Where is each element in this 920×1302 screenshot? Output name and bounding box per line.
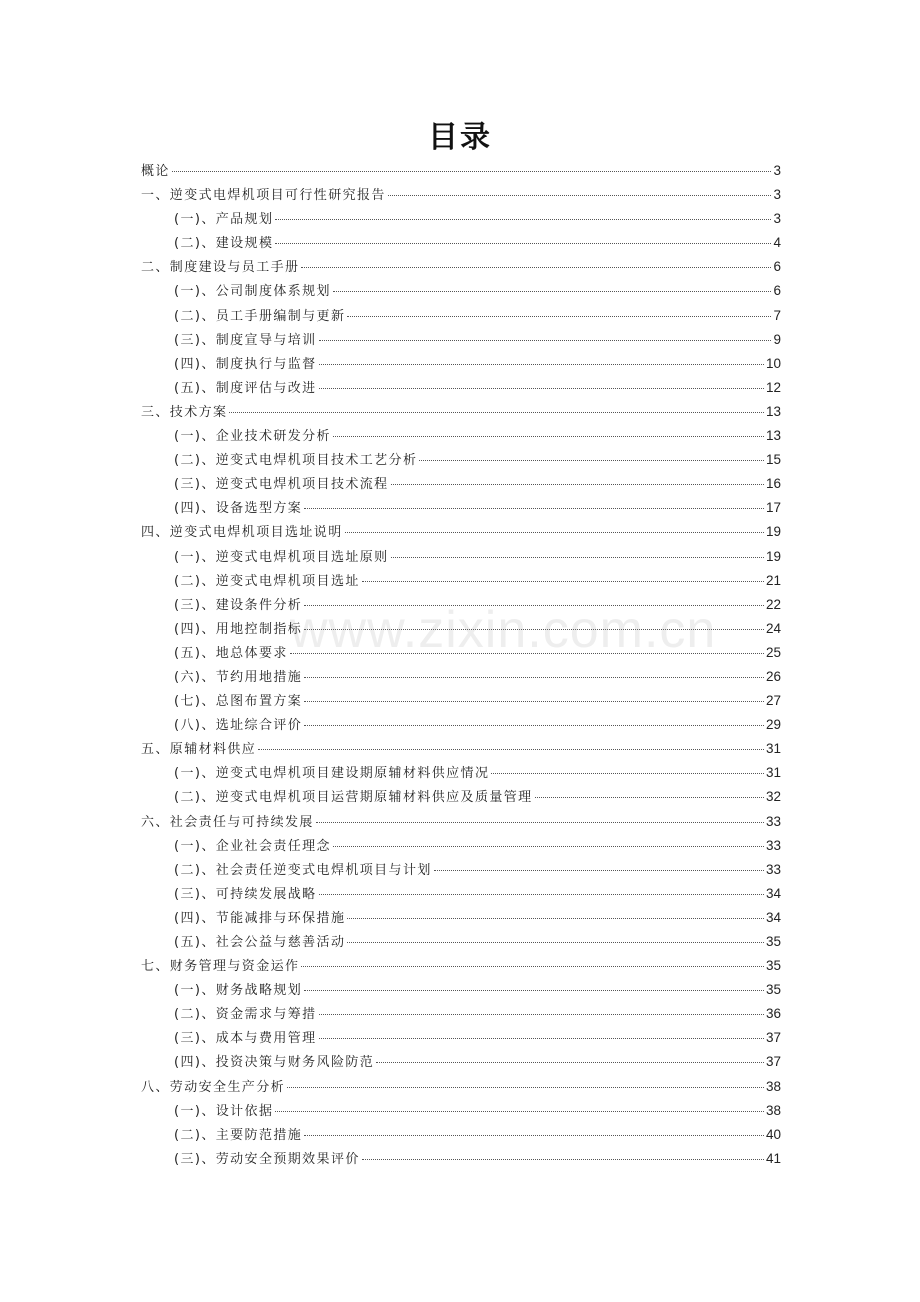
toc-section-entry[interactable] bbox=[141, 979, 781, 1003]
toc-entry-label: (八)、选址综合评价 bbox=[174, 718, 303, 734]
toc-entry-page-number: 3 bbox=[773, 163, 781, 178]
toc-entry-page-number: 3 bbox=[773, 211, 781, 227]
toc-chapter-entry[interactable] bbox=[141, 1076, 781, 1100]
toc-entry-page-number: 36 bbox=[765, 1006, 781, 1022]
toc-entry-label: 七、财务管理与资金运作 bbox=[141, 959, 300, 975]
toc-entry-label: 三、技术方案 bbox=[141, 404, 228, 420]
toc-entry-label: (六)、节约用地措施 bbox=[174, 669, 303, 685]
toc-chapter-entry[interactable] bbox=[141, 184, 781, 208]
toc-chapter-entry[interactable] bbox=[141, 738, 781, 762]
toc-entry-label: (一)、企业技术研发分析 bbox=[174, 429, 331, 445]
toc-section-entry[interactable] bbox=[141, 449, 781, 473]
toc-entry-page-number: 3 bbox=[773, 187, 781, 203]
toc-section-entry[interactable] bbox=[141, 425, 781, 449]
toc-section-entry[interactable] bbox=[141, 473, 781, 497]
toc-entry-label: (一)、公司制度体系规划 bbox=[174, 284, 331, 300]
toc-entry-page-number: 4 bbox=[773, 235, 781, 251]
dot-leader bbox=[275, 1111, 764, 1112]
toc-entry-label: (二)、社会责任逆变式电焊机项目与计划 bbox=[174, 862, 432, 878]
dot-leader bbox=[275, 243, 771, 244]
toc-entry-page-number: 15 bbox=[765, 452, 781, 468]
toc-entry-page-number: 6 bbox=[773, 283, 781, 299]
toc-entry-label: (三)、制度宣导与培训 bbox=[174, 332, 317, 348]
toc-entry-page-number: 22 bbox=[765, 596, 781, 612]
toc-chapter-entry[interactable] bbox=[141, 811, 781, 835]
dot-leader bbox=[347, 942, 764, 943]
toc-entry-page-number: 38 bbox=[765, 1078, 781, 1094]
dot-leader bbox=[434, 870, 764, 871]
toc-entry-label: (四)、制度执行与监督 bbox=[174, 356, 317, 372]
dot-leader bbox=[319, 1014, 764, 1015]
toc-section-entry[interactable] bbox=[141, 618, 781, 642]
toc-entry-page-number: 34 bbox=[765, 885, 781, 901]
toc-section-entry[interactable] bbox=[141, 329, 781, 353]
dot-leader bbox=[304, 629, 764, 630]
dot-leader bbox=[333, 291, 772, 292]
toc-entry-label: (四)、节能减排与环保措施 bbox=[174, 910, 346, 926]
toc-entry-label: (七)、总图布置方案 bbox=[174, 694, 303, 710]
toc-section-entry[interactable] bbox=[141, 931, 781, 955]
toc-entry-page-number: 31 bbox=[765, 765, 781, 781]
dot-leader bbox=[333, 846, 764, 847]
dot-leader bbox=[290, 653, 764, 654]
toc-section-entry[interactable] bbox=[141, 594, 781, 618]
toc-section-entry[interactable] bbox=[141, 859, 781, 883]
toc-section-entry[interactable] bbox=[141, 570, 781, 594]
toc-entry-label: (三)、劳动安全预期效果评价 bbox=[174, 1151, 360, 1167]
toc-entry-page-number: 37 bbox=[765, 1030, 781, 1046]
toc-entry-label: (一)、逆变式电焊机项目建设期原辅材料供应情况 bbox=[174, 766, 490, 782]
toc-section-entry[interactable] bbox=[141, 208, 781, 232]
toc-entry-label: 六、社会责任与可持续发展 bbox=[141, 814, 314, 830]
dot-leader bbox=[301, 966, 764, 967]
dot-leader bbox=[287, 1087, 764, 1088]
toc-entry-label: 二、制度建设与员工手册 bbox=[141, 260, 300, 276]
dot-leader bbox=[304, 701, 764, 702]
toc-entry-page-number: 13 bbox=[765, 428, 781, 444]
toc-section-entry[interactable] bbox=[141, 1124, 781, 1148]
toc-entry-page-number: 41 bbox=[765, 1150, 781, 1166]
toc-section-entry[interactable] bbox=[141, 883, 781, 907]
dot-leader bbox=[391, 557, 764, 558]
toc-section-entry[interactable] bbox=[141, 497, 781, 521]
dot-leader bbox=[319, 340, 772, 341]
dot-leader bbox=[333, 436, 764, 437]
toc-entry-page-number: 32 bbox=[765, 789, 781, 805]
toc-entry-label: (三)、可持续发展战略 bbox=[174, 886, 317, 902]
toc-entry-page-number: 38 bbox=[765, 1102, 781, 1118]
toc-entry-page-number: 27 bbox=[765, 693, 781, 709]
toc-entry-page-number: 26 bbox=[765, 668, 781, 684]
toc-section-entry[interactable] bbox=[141, 666, 781, 690]
table-of-contents bbox=[141, 160, 781, 1172]
toc-entry-page-number: 17 bbox=[765, 500, 781, 516]
toc-section-entry[interactable] bbox=[141, 280, 781, 304]
toc-entry-page-number: 40 bbox=[765, 1126, 781, 1142]
toc-entry-label: (三)、逆变式电焊机项目技术流程 bbox=[174, 477, 389, 493]
toc-entry-page-number: 13 bbox=[765, 403, 781, 419]
dot-leader bbox=[362, 1159, 764, 1160]
toc-section-entry[interactable] bbox=[141, 1148, 781, 1172]
dot-leader bbox=[258, 749, 764, 750]
dot-leader bbox=[304, 725, 764, 726]
dot-leader bbox=[304, 677, 764, 678]
dot-leader bbox=[275, 219, 771, 220]
toc-entry-page-number: 37 bbox=[765, 1054, 781, 1070]
toc-entry-label: (二)、员工手册编制与更新 bbox=[174, 308, 346, 324]
toc-entry-page-number: 21 bbox=[765, 572, 781, 588]
toc-section-entry[interactable] bbox=[141, 907, 781, 931]
toc-chapter-entry[interactable] bbox=[141, 955, 781, 979]
dot-leader bbox=[316, 822, 764, 823]
dot-leader bbox=[304, 508, 764, 509]
toc-section-entry[interactable] bbox=[141, 642, 781, 666]
toc-entry-page-number: 24 bbox=[765, 620, 781, 636]
dot-leader bbox=[347, 918, 764, 919]
toc-entry-label: (二)、逆变式电焊机项目选址 bbox=[174, 573, 360, 589]
toc-entry-page-number: 25 bbox=[765, 644, 781, 660]
toc-entry-page-number: 6 bbox=[773, 259, 781, 275]
toc-entry-label: (三)、成本与费用管理 bbox=[174, 1031, 317, 1047]
toc-entry-label: (一)、企业社会责任理念 bbox=[174, 838, 331, 854]
toc-entry-page-number: 19 bbox=[765, 548, 781, 564]
dot-leader bbox=[172, 171, 772, 172]
toc-entry-label: (一)、设计依据 bbox=[174, 1103, 274, 1119]
toc-section-entry[interactable] bbox=[141, 714, 781, 738]
page-title: 目录 bbox=[428, 120, 492, 155]
dot-leader bbox=[304, 605, 764, 606]
toc-section-entry[interactable] bbox=[141, 1027, 781, 1051]
dot-leader bbox=[345, 532, 764, 533]
toc-entry-page-number: 35 bbox=[765, 934, 781, 949]
toc-entry-label: (五)、地总体要求 bbox=[174, 645, 288, 661]
toc-section-entry[interactable] bbox=[141, 786, 781, 810]
toc-section-entry[interactable] bbox=[141, 762, 781, 786]
toc-entry-page-number: 34 bbox=[765, 909, 781, 925]
toc-section-entry[interactable] bbox=[141, 1100, 781, 1124]
dot-leader bbox=[319, 388, 764, 389]
toc-entry-label: (二)、逆变式电焊机项目运营期原辅材料供应及质量管理 bbox=[174, 790, 533, 806]
toc-section-entry[interactable] bbox=[141, 1051, 781, 1075]
dot-leader bbox=[347, 316, 771, 317]
dot-leader bbox=[304, 1135, 764, 1136]
toc-entry-page-number: 16 bbox=[765, 476, 781, 492]
toc-entry-label: 一、逆变式电焊机项目可行性研究报告 bbox=[141, 188, 386, 204]
dot-leader bbox=[319, 894, 764, 895]
dot-leader bbox=[391, 484, 764, 485]
toc-entry-label: (二)、资金需求与筹措 bbox=[174, 1007, 317, 1023]
toc-chapter-entry[interactable] bbox=[141, 160, 781, 184]
toc-entry-label: 概论 bbox=[141, 164, 170, 179]
toc-section-entry[interactable] bbox=[141, 1003, 781, 1027]
toc-entry-label: (四)、设备选型方案 bbox=[174, 501, 303, 517]
toc-entry-label: (二)、主要防范措施 bbox=[174, 1127, 303, 1143]
dot-leader bbox=[319, 1038, 764, 1039]
toc-entry-label: (一)、财务战略规划 bbox=[174, 983, 303, 999]
toc-entry-label: (五)、社会公益与慈善活动 bbox=[174, 935, 346, 950]
toc-chapter-entry[interactable] bbox=[141, 401, 781, 425]
dot-leader bbox=[535, 797, 764, 798]
toc-section-entry[interactable] bbox=[141, 546, 781, 570]
toc-section-entry[interactable] bbox=[141, 835, 781, 859]
watermark: www.zixin.com.cn bbox=[290, 601, 717, 659]
toc-entry-label: 八、劳动安全生产分析 bbox=[141, 1079, 286, 1095]
toc-entry-label: (五)、制度评估与改进 bbox=[174, 380, 317, 396]
dot-leader bbox=[376, 1062, 764, 1063]
toc-chapter-entry[interactable] bbox=[141, 256, 781, 280]
toc-section-entry[interactable] bbox=[141, 377, 781, 401]
toc-entry-label: (四)、用地控制指标 bbox=[174, 621, 303, 637]
toc-entry-page-number: 9 bbox=[773, 331, 781, 347]
toc-entry-page-number: 33 bbox=[765, 861, 781, 877]
dot-leader bbox=[229, 412, 764, 413]
toc-entry-page-number: 35 bbox=[765, 982, 781, 998]
toc-entry-page-number: 10 bbox=[765, 355, 781, 371]
toc-section-entry[interactable] bbox=[141, 690, 781, 714]
dot-leader bbox=[362, 581, 764, 582]
toc-entry-label: (三)、建设条件分析 bbox=[174, 597, 303, 613]
toc-entry-label: (一)、逆变式电焊机项目选址原则 bbox=[174, 549, 389, 565]
toc-chapter-entry[interactable] bbox=[141, 521, 781, 545]
dot-leader bbox=[419, 460, 764, 461]
toc-entry-label: 四、逆变式电焊机项目选址说明 bbox=[141, 525, 343, 541]
toc-entry-label: 五、原辅材料供应 bbox=[141, 742, 257, 758]
dot-leader bbox=[388, 195, 772, 196]
toc-entry-page-number: 19 bbox=[765, 524, 781, 540]
dot-leader bbox=[304, 990, 764, 991]
toc-section-entry[interactable] bbox=[141, 232, 781, 256]
dot-leader bbox=[491, 773, 764, 774]
dot-leader bbox=[319, 364, 764, 365]
toc-entry-page-number: 31 bbox=[765, 741, 781, 757]
toc-entry-label: (四)、投资决策与财务风险防范 bbox=[174, 1055, 375, 1071]
toc-entry-label: (二)、建设规模 bbox=[174, 236, 274, 252]
dot-leader bbox=[301, 267, 771, 268]
toc-entry-page-number: 33 bbox=[765, 813, 781, 829]
toc-section-entry[interactable] bbox=[141, 353, 781, 377]
toc-entry-label: (二)、逆变式电焊机项目技术工艺分析 bbox=[174, 453, 418, 469]
toc-entry-page-number: 7 bbox=[773, 307, 781, 323]
toc-section-entry[interactable] bbox=[141, 305, 781, 329]
toc-entry-page-number: 12 bbox=[765, 379, 781, 395]
toc-entry-label: (一)、产品规划 bbox=[174, 212, 274, 228]
toc-entry-page-number: 29 bbox=[765, 717, 781, 733]
toc-entry-page-number: 35 bbox=[765, 958, 781, 974]
toc-entry-page-number: 33 bbox=[765, 837, 781, 853]
